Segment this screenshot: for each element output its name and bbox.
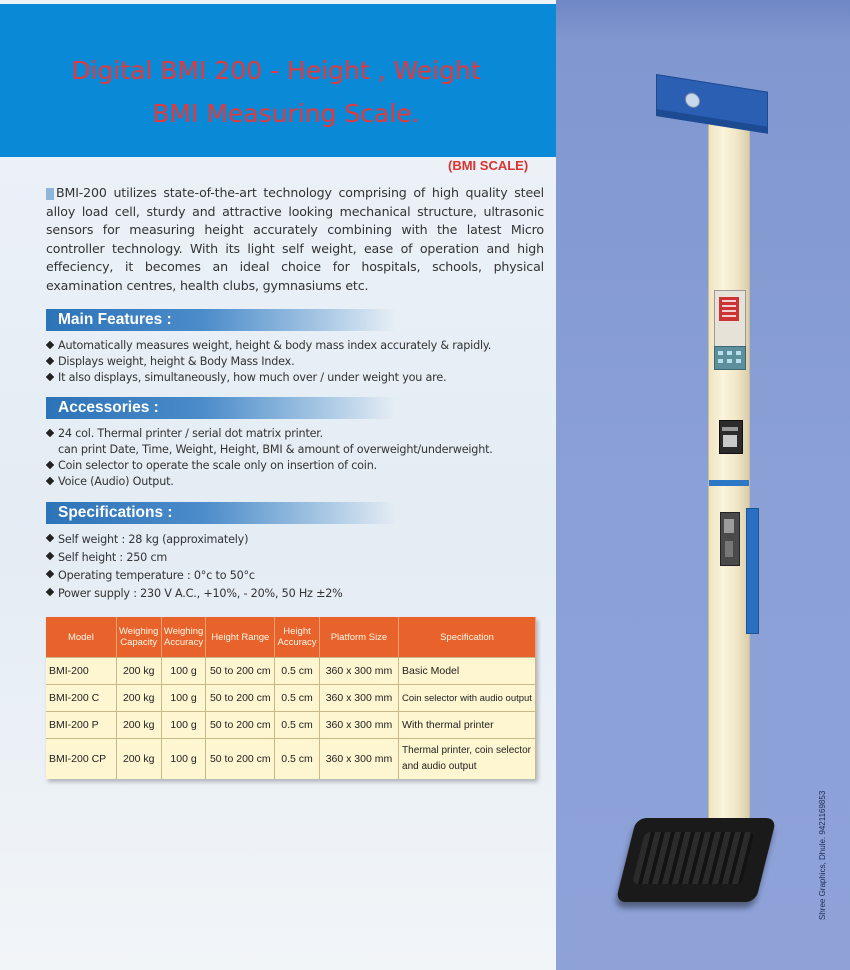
title-line-2: BMI Measuring Scale. [152,99,420,128]
platform-grip [632,832,755,884]
bullet-diamond-icon [46,534,54,542]
display-panel [714,290,746,350]
cell-weighing-accuracy: 100 g [161,739,206,780]
thermal-printer [719,420,743,454]
cell-weighing-capacity: 200 kg [116,712,161,739]
list-item: Power supply : 230 V A.C., +10%, - 20%, 50 Hz ±2% [46,585,556,603]
pole-blue-band [709,480,749,486]
list-item: Voice (Audio) Output. [46,474,556,490]
table-row [46,712,536,739]
display-screen [719,297,739,321]
cell-specification: Coin selector with audio output [399,685,536,712]
table-row [46,658,536,685]
cell-height-range: 50 to 200 cm [206,739,275,780]
cell-platform-size: 360 x 300 mm [319,739,398,780]
list-item: Operating temperature : 0°c to 50°c [46,567,556,585]
list-item: It also displays, simultaneously, how much over / under weight you are. [46,370,556,386]
bullet-diamond-icon [46,341,54,349]
col-header-platform-size: Platform Size [319,617,398,658]
list-item: Automatically measures weight, height & body mass index accurately & rapidly. [46,338,556,354]
list-item: Coin selector to operate the scale only on insertion of coin. [46,458,556,474]
height-sensor-head [656,74,768,134]
specifications-heading: Specifications : [46,502,396,524]
cell-platform-size: 360 x 300 mm [319,685,398,712]
title-banner [0,4,556,157]
cell-platform-size: 360 x 300 mm [319,712,398,739]
coin-slot-icon [724,519,734,533]
cell-specification: Basic Model [399,658,536,685]
table-row [46,685,536,712]
cell-weighing-accuracy: 100 g [161,658,206,685]
cell-height-accuracy: 0.5 cm [275,658,320,685]
list-item-continuation: can print Date, Time, Weight, Height, BMI & amount of overweight/underweight. [58,443,493,456]
cell-height-accuracy: 0.5 cm [275,739,320,780]
paragraph-marker-icon [46,188,54,200]
intro-paragraph [46,184,544,296]
side-blue-tab [746,508,759,634]
table-row [46,739,536,780]
photo-credit: Shree Graphics, Dhule. 9421169853 [818,790,827,920]
cell-platform-size: 360 x 300 mm [319,658,398,685]
bullet-diamond-icon [46,357,54,365]
cell-model: BMI-200 CP [46,739,116,780]
col-header-weighing-accuracy: Weighing Accuracy [161,617,206,658]
col-header-model: Model [46,617,116,658]
accessories-list [46,426,556,490]
intro-text: BMI-200 utilizes state-of-the-art technology comprising of high quality steel alloy load cell, sturdy and attractive looking mechanical structure, ultrasonic sensors for measuring height accurately combining with the latest Micro controller technology. With its light self weight, ease of operation and high effeciency, it becomes an ideal choice for hospitals, schools, physical examination centres, health clubs, gymnasiums etc. [46,185,544,293]
accessories-heading: Accessories : [46,397,396,419]
bullet-diamond-icon [46,588,54,596]
ultrasonic-sensor-icon [685,92,700,109]
cell-weighing-capacity: 200 kg [116,658,161,685]
key-icon [727,359,732,363]
coin-selector [720,512,740,566]
title-line-1: Digital BMI 200 - Height , Weight [71,56,481,85]
key-icon [727,351,732,355]
col-header-height-accuracy: Height Accuracy [275,617,320,658]
cell-height-range: 50 to 200 cm [206,712,275,739]
scale-pole [708,118,750,818]
col-header-specification: Specification [399,617,536,658]
product-photo [556,0,850,970]
cell-height-accuracy: 0.5 cm [275,712,320,739]
key-icon [736,351,741,355]
model-spec-table [46,617,536,779]
keypad [714,346,746,370]
bullet-diamond-icon [46,477,54,485]
cell-height-accuracy: 0.5 cm [275,685,320,712]
bullet-diamond-icon [46,570,54,578]
cell-weighing-accuracy: 100 g [161,712,206,739]
scale-platform [616,818,777,902]
cell-height-range: 50 to 200 cm [206,685,275,712]
key-icon [718,351,723,355]
specifications-list [46,531,556,603]
bmi-scale-tag: (BMI SCALE) [448,158,529,173]
cell-model: BMI-200 [46,658,116,685]
list-item: Self height : 250 cm [46,549,556,567]
key-icon [718,359,723,363]
main-features-list [46,338,556,386]
cell-model: BMI-200 P [46,712,116,739]
col-header-height-range: Height Range [206,617,275,658]
key-icon [736,359,741,363]
bullet-diamond-icon [46,552,54,560]
list-item: 24 col. Thermal printer / serial dot matrix printer. [46,426,556,442]
list-item: Displays weight, height & Body Mass Index. [46,354,556,370]
col-header-weighing-capacity: Weighing Capacity [116,617,161,658]
cell-height-range: 50 to 200 cm [206,658,275,685]
list-item: Self weight : 28 kg (approximately) [46,531,556,549]
cell-weighing-capacity: 200 kg [116,685,161,712]
table-header-row [46,617,536,658]
bullet-diamond-icon [46,373,54,381]
printer-slot-icon [722,427,738,431]
bullet-diamond-icon [46,461,54,469]
cell-weighing-accuracy: 100 g [161,685,206,712]
cell-specification: With thermal printer [399,712,536,739]
cell-weighing-capacity: 200 kg [116,739,161,780]
bullet-diamond-icon [46,429,54,437]
cell-model: BMI-200 C [46,685,116,712]
main-features-heading: Main Features : [46,309,396,331]
cell-specification: Thermal printer, coin selector and audio output [399,739,536,780]
